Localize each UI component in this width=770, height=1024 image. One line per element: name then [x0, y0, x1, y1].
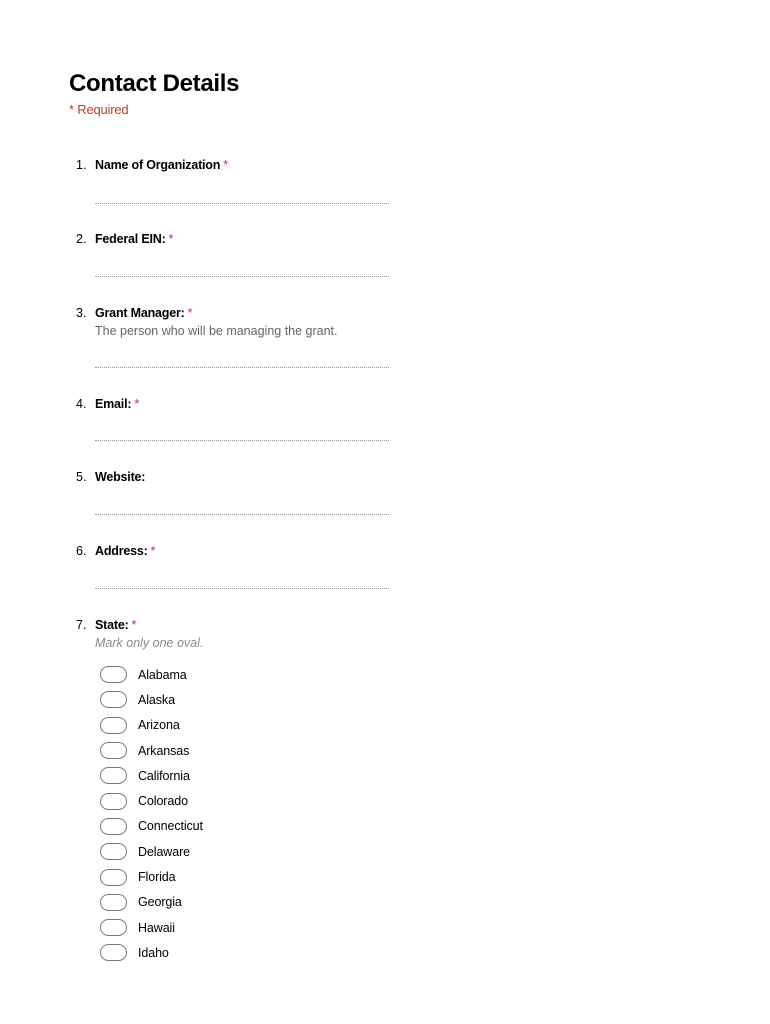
radio-oval[interactable] [100, 919, 127, 936]
federal-ein-answer-line[interactable] [95, 276, 389, 277]
radio-oval[interactable] [100, 717, 127, 734]
required-asterisk: * [187, 306, 193, 320]
radio-oval[interactable] [100, 869, 127, 886]
email-answer-line[interactable] [95, 440, 389, 441]
required-note: * Required [69, 102, 129, 117]
required-asterisk: * [131, 618, 137, 632]
question-label: State: [95, 618, 129, 632]
radio-oval[interactable] [100, 944, 127, 961]
state-option[interactable] [100, 713, 203, 738]
state-option-label: Idaho [138, 945, 169, 960]
question-label: Name of Organization [95, 158, 221, 172]
state-option-label: Georgia [138, 895, 182, 910]
radio-oval[interactable] [100, 742, 127, 759]
question-number: 6. [76, 544, 87, 558]
state-option[interactable] [100, 738, 203, 763]
required-asterisk: * [134, 397, 140, 411]
radio-oval[interactable] [100, 793, 127, 810]
question-name-of-organization [76, 157, 396, 173]
state-option-label: Colorado [138, 794, 188, 809]
state-option[interactable] [100, 890, 203, 915]
question-federal-ein [76, 231, 396, 247]
organization-name-answer-line[interactable] [95, 203, 389, 204]
question-label: Federal EIN: [95, 232, 166, 246]
state-option-label: Connecticut [138, 819, 203, 834]
question-address [76, 543, 396, 559]
question-number: 3. [76, 306, 87, 320]
question-number: 1. [76, 158, 87, 172]
form-title: Contact Details [69, 70, 240, 97]
radio-oval[interactable] [100, 691, 127, 708]
question-label: Address: [95, 544, 148, 558]
state-option-label: Arizona [138, 718, 180, 733]
state-option[interactable] [100, 940, 203, 965]
radio-oval[interactable] [100, 666, 127, 683]
state-option[interactable] [100, 915, 203, 940]
radio-oval[interactable] [100, 894, 127, 911]
question-number: 2. [76, 232, 87, 246]
required-asterisk: * [223, 158, 229, 172]
state-option-label: Hawaii [138, 920, 175, 935]
question-number: 7. [76, 618, 87, 632]
state-option-label: California [138, 768, 190, 783]
state-option[interactable] [100, 662, 203, 687]
radio-oval[interactable] [100, 843, 127, 860]
state-option[interactable] [100, 864, 203, 889]
state-option-label: Arkansas [138, 743, 190, 758]
radio-oval[interactable] [100, 767, 127, 784]
question-number: 4. [76, 397, 87, 411]
question-state [76, 617, 396, 652]
website-answer-line[interactable] [95, 514, 389, 515]
question-email [76, 396, 396, 412]
address-answer-line[interactable] [95, 588, 389, 589]
state-options-list [100, 662, 203, 966]
question-label: Grant Manager: [95, 306, 185, 320]
question-label: Email: [95, 397, 132, 411]
state-option[interactable] [100, 839, 203, 864]
state-option-label: Alaska [138, 692, 175, 707]
grant-manager-answer-line[interactable] [95, 367, 389, 368]
question-label: Website: [95, 470, 146, 484]
question-website [76, 469, 396, 485]
question-help-text: Mark only one oval. [95, 636, 204, 650]
required-asterisk: * [168, 232, 174, 246]
state-option[interactable] [100, 763, 203, 788]
state-option-label: Delaware [138, 844, 191, 859]
state-option[interactable] [100, 814, 203, 839]
radio-oval[interactable] [100, 818, 127, 835]
question-help-text: The person who will be managing the grant. [95, 324, 338, 338]
state-option-label: Florida [138, 870, 176, 885]
question-number: 5. [76, 470, 87, 484]
required-asterisk: * [150, 544, 156, 558]
state-option[interactable] [100, 788, 203, 813]
state-option-label: Alabama [138, 667, 187, 682]
state-option[interactable] [100, 687, 203, 712]
question-grant-manager [76, 305, 396, 340]
